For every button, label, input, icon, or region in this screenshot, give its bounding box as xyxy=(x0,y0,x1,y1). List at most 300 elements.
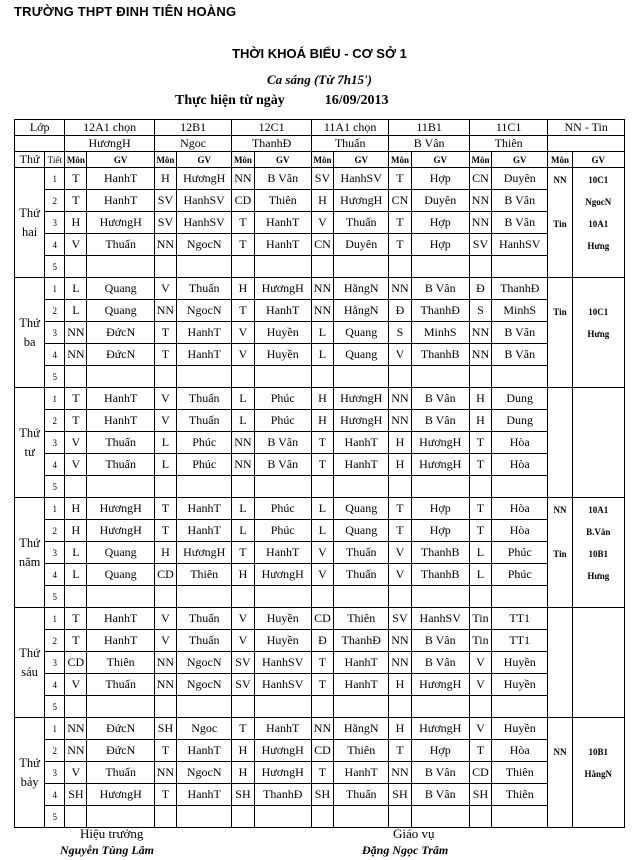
subject-cell: V xyxy=(389,564,411,586)
nn-tin-subject xyxy=(548,498,572,608)
teacher-cell xyxy=(177,366,232,388)
subject-cell: NN xyxy=(389,388,411,410)
teacher-cell: HanhT xyxy=(177,322,232,344)
subject-cell: V xyxy=(65,234,87,256)
subject-cell: V xyxy=(469,652,491,674)
subject-cell xyxy=(232,366,254,388)
subject-cell: Tin xyxy=(469,630,491,652)
subject-cell: NN xyxy=(154,674,176,696)
teacher-cell xyxy=(492,366,548,388)
subject-cell: CD xyxy=(65,652,87,674)
teacher-cell: Hòa xyxy=(492,740,548,762)
teacher-cell: Phúc xyxy=(492,542,548,564)
subject-cell: CN xyxy=(389,190,411,212)
nn-tin-subject-line xyxy=(548,455,571,477)
day-label-line: Thứ xyxy=(19,535,40,550)
subject-cell: L xyxy=(65,542,87,564)
teacher-cell xyxy=(334,806,389,828)
nn-tin-teacher-line xyxy=(573,719,624,741)
mon-header: Môn xyxy=(311,152,333,168)
nn-tin-teacher-line: Hưng xyxy=(587,570,610,581)
teacher-cell: HanhT xyxy=(177,520,232,542)
subject-cell xyxy=(311,476,333,498)
teacher-cell: HanhT xyxy=(87,168,154,190)
nn-tin-subject xyxy=(548,278,572,388)
teacher-cell: NgocN xyxy=(177,234,232,256)
subject-cell: SV xyxy=(469,234,491,256)
period-number: 2 xyxy=(45,410,65,432)
subject-cell: H xyxy=(389,718,411,740)
header-subcolumn-row xyxy=(15,152,625,168)
nn-tin-subject-line xyxy=(548,675,571,697)
subject-cell: T xyxy=(154,740,176,762)
nn-tin-teacher-line: 10A1 xyxy=(588,504,609,515)
teacher-cell: Hợp xyxy=(411,498,469,520)
subject-cell: CD xyxy=(469,762,491,784)
mon-header: Môn xyxy=(232,152,254,168)
nn-tin-subject-line xyxy=(548,631,571,653)
subject-cell xyxy=(154,696,176,718)
subject-cell xyxy=(154,366,176,388)
teacher-cell: Thuấn xyxy=(177,608,232,630)
subject-cell: Đ xyxy=(311,630,333,652)
subject-cell xyxy=(311,366,333,388)
teacher-cell: Thiên xyxy=(334,608,389,630)
day-label-line: bảy xyxy=(20,774,39,789)
homeroom-teacher: Thuấn xyxy=(311,136,389,152)
teacher-cell: Quang xyxy=(334,498,389,520)
subject-cell: L xyxy=(154,454,176,476)
day-label-line: Thứ xyxy=(19,315,40,330)
teacher-cell: Huyền xyxy=(254,344,311,366)
period-number: 5 xyxy=(45,366,65,388)
homeroom-teacher: B Vân xyxy=(389,136,470,152)
nn-tin-teacher-line xyxy=(573,455,624,477)
subject-cell: V xyxy=(232,630,254,652)
table-row xyxy=(15,344,625,366)
subject-cell: V xyxy=(311,212,333,234)
nn-tin-subject-line xyxy=(548,235,571,257)
nn-tin-teacher-line xyxy=(573,279,624,301)
subject-cell: T xyxy=(65,410,87,432)
teacher-cell: Thuấn xyxy=(177,410,232,432)
subject-cell: H xyxy=(232,278,254,300)
teacher-cell: HanhT xyxy=(87,410,154,432)
subject-cell xyxy=(469,696,491,718)
subject-cell: NN xyxy=(232,454,254,476)
subject-cell xyxy=(311,586,333,608)
homeroom-teacher: Ngoc xyxy=(154,136,232,152)
subject-cell: Đ xyxy=(469,278,491,300)
nn-tin-teacher-line: B.Vân xyxy=(586,526,611,537)
teacher-cell xyxy=(411,476,469,498)
teacher-cell: HanhT xyxy=(254,234,311,256)
subject-cell: SH xyxy=(65,784,87,806)
nn-tin-teacher-line: 10B1 xyxy=(588,746,609,757)
subject-cell xyxy=(389,806,411,828)
teacher-cell: Huyền xyxy=(492,652,548,674)
subject-cell: SV xyxy=(232,652,254,674)
spacer xyxy=(548,257,571,277)
day-label xyxy=(15,388,45,498)
teacher-cell: Thuấn xyxy=(334,784,389,806)
teacher-cell: HươngH xyxy=(254,740,311,762)
nn-tin-teacher-line xyxy=(573,785,624,807)
subject-cell: L xyxy=(65,278,87,300)
subject-cell: T xyxy=(311,432,333,454)
subject-cell: T xyxy=(65,388,87,410)
subject-cell: L xyxy=(469,564,491,586)
subject-cell: CN xyxy=(311,234,333,256)
teacher-cell: ĐứcN xyxy=(87,718,154,740)
spacer xyxy=(548,807,571,827)
subject-cell: L xyxy=(232,410,254,432)
subject-cell xyxy=(469,366,491,388)
table-row xyxy=(15,652,625,674)
subject-cell: H xyxy=(232,740,254,762)
nn-tin-subject-line xyxy=(548,609,571,631)
nn-tin-subject-line xyxy=(548,653,571,675)
mon-header: Môn xyxy=(389,152,411,168)
period-number: 3 xyxy=(45,542,65,564)
table-row xyxy=(15,278,625,300)
subject-cell: V xyxy=(389,542,411,564)
subject-cell: T xyxy=(232,542,254,564)
nn-tin-teacher-line xyxy=(573,433,624,455)
teacher-cell: Thiên xyxy=(254,190,311,212)
teacher-cell: B Vân xyxy=(492,344,548,366)
teacher-cell: Thuấn xyxy=(177,388,232,410)
teacher-cell: HanhSV xyxy=(334,168,389,190)
teacher-cell: HươngH xyxy=(254,564,311,586)
period-number: 3 xyxy=(45,652,65,674)
teacher-cell: Duyên xyxy=(334,234,389,256)
teacher-cell: HanhT xyxy=(254,300,311,322)
subject-cell: T xyxy=(154,784,176,806)
subject-cell xyxy=(154,586,176,608)
subject-cell: H xyxy=(389,454,411,476)
subject-cell: NN xyxy=(389,652,411,674)
nn-tin-teacher-line: Hưng xyxy=(587,240,610,251)
nn-tin-subject-line xyxy=(548,389,571,411)
period-number: 1 xyxy=(45,168,65,190)
teacher-cell: Huyền xyxy=(254,608,311,630)
teacher-cell xyxy=(87,586,154,608)
period-number: 4 xyxy=(45,784,65,806)
teacher-cell: HanhT xyxy=(254,718,311,740)
teacher-cell: Thiên xyxy=(334,740,389,762)
teacher-cell xyxy=(254,476,311,498)
subject-cell: H xyxy=(311,388,333,410)
teacher-cell: Hòa xyxy=(492,520,548,542)
teacher-cell: NgocN xyxy=(177,674,232,696)
subject-cell xyxy=(469,476,491,498)
day-label-line: năm xyxy=(18,554,41,569)
subject-cell: CD xyxy=(311,740,333,762)
teacher-cell: HươngH xyxy=(334,410,389,432)
teacher-cell: HanhT xyxy=(254,542,311,564)
day-label xyxy=(15,718,45,828)
spacer xyxy=(548,477,571,497)
subject-cell: T xyxy=(389,498,411,520)
spacer xyxy=(573,807,624,827)
mon-header: Môn xyxy=(65,152,87,168)
subject-cell xyxy=(389,586,411,608)
teacher-cell xyxy=(492,586,548,608)
teacher-cell: B Vân xyxy=(411,410,469,432)
nn-tin-teacher-line xyxy=(573,345,624,367)
teacher-cell: HươngH xyxy=(87,784,154,806)
effective-label: Thực hiện từ ngày xyxy=(175,93,285,108)
subject-cell: T xyxy=(389,168,411,190)
table-row xyxy=(15,234,625,256)
subject-cell: T xyxy=(232,718,254,740)
teacher-cell: HanhT xyxy=(87,608,154,630)
period-number: 4 xyxy=(45,234,65,256)
subject-cell: L xyxy=(469,542,491,564)
teacher-cell xyxy=(334,366,389,388)
subject-cell: NN xyxy=(389,278,411,300)
subject-cell: T xyxy=(469,520,491,542)
teacher-cell: MinhS xyxy=(492,300,548,322)
subject-cell: H xyxy=(154,542,176,564)
nn-tin-subject xyxy=(548,168,572,278)
subject-cell: T xyxy=(389,234,411,256)
teacher-cell: Thuấn xyxy=(177,278,232,300)
subject-cell xyxy=(389,256,411,278)
subject-cell: V xyxy=(154,630,176,652)
subject-cell: NN xyxy=(311,718,333,740)
day-label xyxy=(15,498,45,608)
subject-cell: V xyxy=(232,608,254,630)
teacher-cell: Quang xyxy=(87,564,154,586)
subject-cell: SH xyxy=(311,784,333,806)
teacher-cell: HươngH xyxy=(411,454,469,476)
table-row xyxy=(15,388,625,410)
day-label-line: Thứ xyxy=(19,645,40,660)
subject-cell: L xyxy=(65,300,87,322)
table-row xyxy=(15,498,625,520)
teacher-cell: Phúc xyxy=(254,498,311,520)
period-number: 5 xyxy=(45,256,65,278)
nn-tin-subject-line xyxy=(548,719,571,741)
table-row xyxy=(15,256,625,278)
teacher-cell: ThanhĐ xyxy=(411,300,469,322)
subject-cell: SH xyxy=(232,784,254,806)
period-number: 1 xyxy=(45,718,65,740)
period-number: 1 xyxy=(45,608,65,630)
subject-cell xyxy=(65,806,87,828)
subject-cell: SV xyxy=(311,168,333,190)
table-row xyxy=(15,168,625,190)
subject-cell xyxy=(65,586,87,608)
teacher-cell: HươngH xyxy=(177,542,232,564)
period-number: 2 xyxy=(45,740,65,762)
teacher-cell xyxy=(411,806,469,828)
subject-cell: T xyxy=(232,212,254,234)
subject-cell: V xyxy=(389,344,411,366)
teacher-cell: ThanhĐ xyxy=(254,784,311,806)
nn-tin-teacher-line xyxy=(573,411,624,433)
timetable-body xyxy=(15,120,625,828)
subject-cell: CN xyxy=(469,168,491,190)
day-label-line: sáu xyxy=(21,664,38,679)
subject-cell: CD xyxy=(154,564,176,586)
subject-cell: NN xyxy=(469,190,491,212)
subject-cell: T xyxy=(389,212,411,234)
teacher-cell: Phúc xyxy=(177,454,232,476)
subject-cell: Tin xyxy=(469,608,491,630)
header-homeroom-row xyxy=(15,136,625,152)
subject-cell: SV xyxy=(154,190,176,212)
subject-cell: V xyxy=(469,718,491,740)
subject-cell: V xyxy=(311,564,333,586)
teacher-cell: HươngH xyxy=(87,498,154,520)
subject-cell: SH xyxy=(154,718,176,740)
subject-cell: SV xyxy=(154,212,176,234)
principal-name: Nguyễn Tùng Lâm xyxy=(60,843,155,857)
teacher-cell: Hợp xyxy=(411,520,469,542)
subject-cell: T xyxy=(469,454,491,476)
teacher-cell: HanhSV xyxy=(177,212,232,234)
period-number: 3 xyxy=(45,212,65,234)
teacher-cell xyxy=(411,256,469,278)
teacher-cell: NgocN xyxy=(177,652,232,674)
teacher-cell: HươngH xyxy=(411,432,469,454)
table-row xyxy=(15,718,625,740)
class-header: 12B1 xyxy=(154,120,232,136)
teacher-cell: Phúc xyxy=(492,564,548,586)
teacher-cell: Quang xyxy=(87,300,154,322)
teacher-cell: ThanhĐ xyxy=(492,278,548,300)
subject-cell: NN xyxy=(154,652,176,674)
subject-cell: S xyxy=(469,300,491,322)
mon-header: Môn xyxy=(548,152,572,168)
subject-cell: V xyxy=(154,278,176,300)
subject-cell: NN xyxy=(65,718,87,740)
subject-cell: T xyxy=(469,432,491,454)
class-header: 11A1 chọn xyxy=(311,120,389,136)
principal-title: Hiệu trưởng xyxy=(80,826,144,841)
teacher-cell: Thuấn xyxy=(87,454,154,476)
nn-tin-subject xyxy=(548,718,572,828)
spacer xyxy=(573,477,624,497)
subject-cell: L xyxy=(232,498,254,520)
subject-cell: H xyxy=(469,388,491,410)
teacher-cell: B Vân xyxy=(411,278,469,300)
teacher-cell: Thuấn xyxy=(334,212,389,234)
homeroom-teacher: Thiên xyxy=(469,136,548,152)
subject-cell: NN xyxy=(232,432,254,454)
teacher-cell: Huyền xyxy=(254,322,311,344)
teacher-cell: B Vân xyxy=(254,168,311,190)
subject-cell xyxy=(154,806,176,828)
subject-cell xyxy=(65,476,87,498)
class-header: NN - Tin xyxy=(548,120,625,136)
subject-cell: V xyxy=(469,674,491,696)
subject-cell: L xyxy=(311,322,333,344)
subject-cell: NN xyxy=(154,762,176,784)
class-header: 11C1 xyxy=(469,120,548,136)
teacher-cell: Thuấn xyxy=(334,542,389,564)
nn-tin-teacher-line: 10B1 xyxy=(588,548,609,559)
period-number: 1 xyxy=(45,278,65,300)
subject-cell: SV xyxy=(389,608,411,630)
gv-header: GV xyxy=(572,152,624,168)
subject-cell: T xyxy=(311,674,333,696)
spacer xyxy=(573,697,624,717)
class-header: 12C1 xyxy=(232,120,312,136)
teacher-cell: B Vân xyxy=(411,630,469,652)
subject-cell: V xyxy=(232,344,254,366)
subject-cell: H xyxy=(469,410,491,432)
class-header: 12A1 chọn xyxy=(65,120,155,136)
spacer xyxy=(573,367,624,387)
day-label xyxy=(15,168,45,278)
subject-cell: H xyxy=(311,410,333,432)
period-number: 1 xyxy=(45,498,65,520)
teacher-cell xyxy=(334,586,389,608)
subject-cell: NN xyxy=(311,300,333,322)
subject-cell: SH xyxy=(389,784,411,806)
gv-header: GV xyxy=(177,152,232,168)
day-label xyxy=(15,608,45,718)
nn-tin-subject-line: NN xyxy=(553,174,567,185)
table-row xyxy=(15,696,625,718)
teacher-cell: HươngH xyxy=(87,212,154,234)
nn-tin-teacher xyxy=(572,278,624,388)
nn-tin-subject-line: Tin xyxy=(553,548,567,559)
teacher-cell: Dung xyxy=(492,410,548,432)
teacher-cell: Hòa xyxy=(492,498,548,520)
subject-cell: T xyxy=(154,344,176,366)
teacher-cell xyxy=(411,366,469,388)
teacher-cell xyxy=(334,256,389,278)
teacher-cell: HanhT xyxy=(334,762,389,784)
period-number: 4 xyxy=(45,674,65,696)
teacher-cell: HươngH xyxy=(254,278,311,300)
period-number: 2 xyxy=(45,520,65,542)
subject-cell: T xyxy=(389,740,411,762)
table-row xyxy=(15,674,625,696)
subject-cell xyxy=(65,366,87,388)
spacer xyxy=(548,587,571,607)
subject-cell: NN xyxy=(154,234,176,256)
day-label-line: Thứ xyxy=(19,205,40,220)
nn-tin-subject-line: Tin xyxy=(553,218,567,229)
nn-tin-teacher-line: 10C1 xyxy=(588,306,609,317)
timetable xyxy=(14,119,625,828)
subject-cell: L xyxy=(311,344,333,366)
teacher-cell: B Vân xyxy=(492,322,548,344)
teacher-cell: Thuấn xyxy=(87,234,154,256)
nn-tin-subject-line xyxy=(548,521,571,543)
subject-cell: CD xyxy=(232,190,254,212)
teacher-cell: NgocN xyxy=(177,300,232,322)
table-row xyxy=(15,454,625,476)
teacher-cell: Phúc xyxy=(254,410,311,432)
teacher-cell xyxy=(492,476,548,498)
teacher-cell: Quang xyxy=(87,542,154,564)
nn-tin-subject-line xyxy=(548,323,571,345)
period-number: 3 xyxy=(45,432,65,454)
teacher-cell: MinhS xyxy=(411,322,469,344)
nn-tin-teacher-line xyxy=(573,631,624,653)
subject-cell: V xyxy=(154,608,176,630)
subject-cell: T xyxy=(311,652,333,674)
homeroom-teacher: HươngH xyxy=(65,136,155,152)
teacher-cell xyxy=(177,256,232,278)
